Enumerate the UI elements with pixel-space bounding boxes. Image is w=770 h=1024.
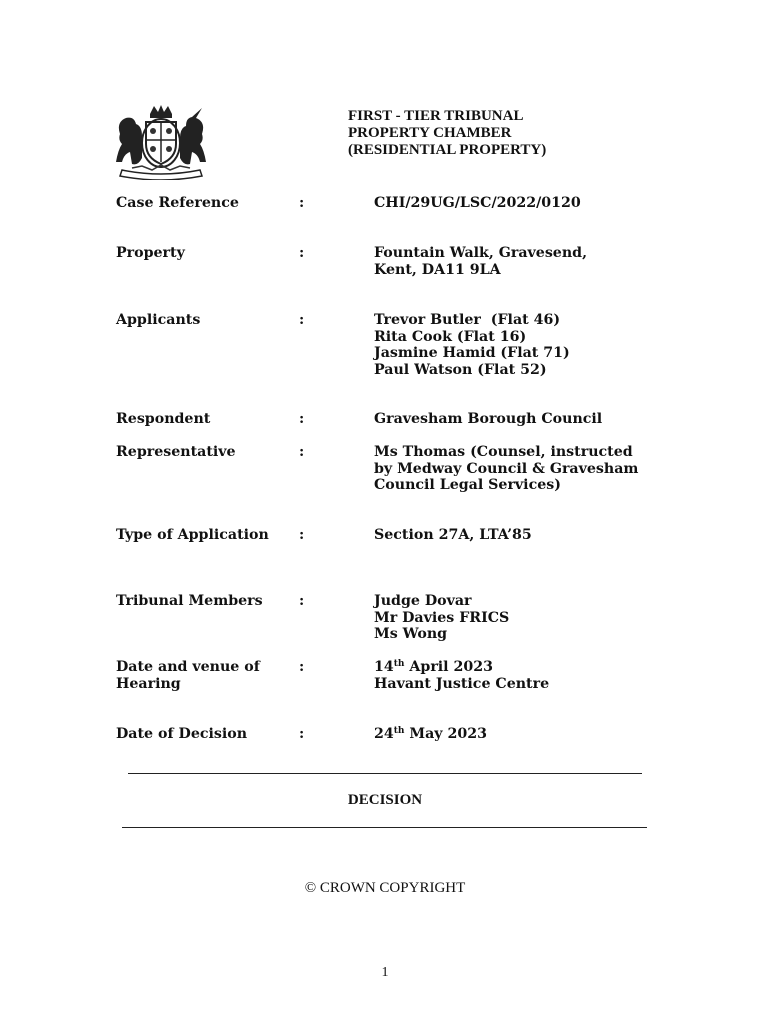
value-line: Fountain Walk, Gravesend,	[374, 245, 588, 261]
field-value	[374, 245, 587, 278]
field-label	[116, 659, 286, 692]
field-label: Type of Application	[116, 527, 269, 543]
value-line: by Medway Council & Gravesham	[374, 460, 639, 477]
label-line: Date and venue of	[116, 659, 260, 675]
field-value: CHI/29UG/LSC/2022/0120	[374, 195, 581, 211]
field-colon: :	[299, 527, 305, 543]
divider-bottom	[122, 827, 647, 828]
field-colon: :	[299, 659, 305, 675]
field-value: Gravesham Borough Council	[374, 411, 603, 427]
field-label: Applicants	[116, 312, 201, 328]
value-line: Trevor Butler (Flat 46)	[374, 312, 561, 328]
value-line: Ms Wong	[374, 626, 448, 643]
field-colon: :	[299, 411, 305, 427]
value-line: Kent, DA11 9LA	[374, 261, 501, 278]
tribunal-title	[348, 108, 546, 159]
value-line: Mr Davies FRICS	[374, 609, 510, 626]
field-label: Representative	[116, 444, 236, 460]
value-line: Council Legal Services)	[374, 477, 561, 494]
field-value	[374, 312, 570, 378]
decision-day: 24	[374, 726, 394, 742]
hearing-day-suffix: th	[393, 659, 405, 669]
page-number: 1	[381, 965, 389, 980]
field-colon: :	[299, 726, 305, 742]
field-colon: :	[299, 444, 305, 460]
royal-coat-of-arms-icon	[112, 104, 210, 180]
field-colon: :	[299, 593, 305, 609]
field-value	[374, 726, 487, 743]
hearing-date	[374, 659, 549, 676]
decision-month-year: May 2023	[404, 726, 487, 742]
field-label: Respondent	[116, 411, 211, 427]
field-label: Date of Decision	[116, 726, 248, 742]
field-value	[374, 659, 549, 692]
field-colon: :	[299, 312, 305, 328]
field-colon: :	[299, 195, 305, 211]
title-line-1: FIRST - TIER TRIBUNAL	[348, 108, 524, 124]
value-line: Jasmine Hamid (Flat 71)	[374, 345, 570, 362]
label-line: Hearing	[116, 675, 181, 692]
field-value	[374, 593, 509, 643]
hearing-month-year: April 2023	[404, 659, 494, 675]
field-value	[374, 444, 638, 494]
value-line: Paul Watson (Flat 52)	[374, 361, 547, 378]
field-label: Tribunal Members	[116, 593, 263, 609]
value-line: Judge Dovar	[374, 593, 472, 609]
decision-heading: DECISION	[347, 792, 423, 808]
field-label: Case Reference	[116, 195, 239, 211]
title-line-3: (RESIDENTIAL PROPERTY)	[348, 142, 547, 158]
decision-day-suffix: th	[393, 726, 405, 736]
hearing-day: 14	[374, 659, 394, 675]
hearing-venue: Havant Justice Centre	[374, 675, 550, 692]
crown-copyright: © CROWN COPYRIGHT	[304, 880, 466, 896]
value-line: Ms Thomas (Counsel, instructed	[374, 444, 633, 460]
field-colon: :	[299, 245, 305, 261]
divider-top	[128, 773, 642, 774]
value-line: Rita Cook (Flat 16)	[374, 328, 527, 345]
field-label: Property	[116, 245, 185, 261]
title-line-2: PROPERTY CHAMBER	[348, 125, 512, 141]
field-value: Section 27A, LTA’85	[374, 527, 532, 543]
